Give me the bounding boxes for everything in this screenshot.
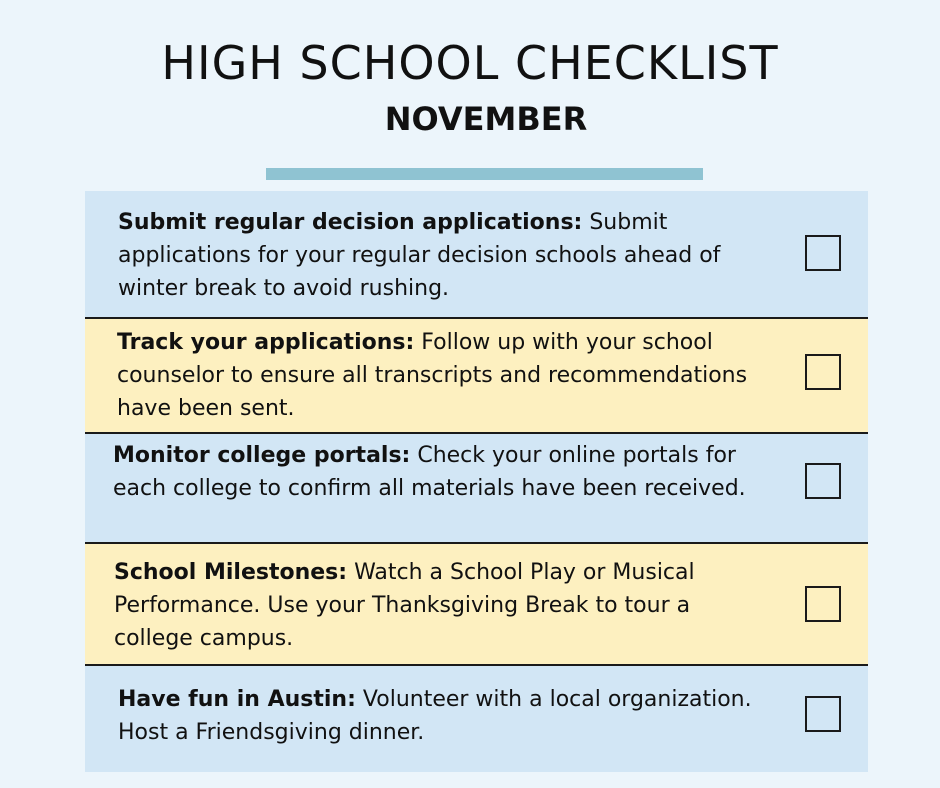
checkbox-track-applications[interactable] (805, 354, 841, 390)
checklist-item-description: Follow up with your school counselor to ensure all transcripts and recommendations have been sent. (117, 330, 748, 421)
checklist-item-school-milestones (85, 544, 868, 666)
checkbox-submit-applications[interactable] (805, 235, 841, 271)
checklist-item-monitor-portals (85, 434, 868, 544)
checklist-item-text (117, 326, 777, 425)
checklist (85, 191, 868, 772)
checkbox-school-milestones[interactable] (805, 586, 841, 622)
page-title: HIGH SCHOOL CHECKLIST (161, 36, 779, 90)
checklist-item-text (118, 683, 798, 749)
checklist-item-text (113, 439, 773, 505)
checkbox-monitor-portals[interactable] (805, 463, 841, 499)
checklist-item-description: Watch a School Play or Musical Performance. Use your Thanksgiving Break to tour a college campus. (114, 560, 695, 651)
title-divider (266, 168, 703, 180)
checklist-item-title: Track your applications: (117, 330, 415, 355)
checklist-item-submit-applications (85, 191, 868, 319)
page-subtitle: NOVEMBER (384, 100, 588, 138)
checkbox-have-fun[interactable] (805, 696, 841, 732)
checklist-item-title: Submit regular decision applications: (118, 210, 583, 235)
checklist-item-title: School Milestones: (114, 560, 348, 585)
checklist-item-track-applications (85, 319, 868, 434)
checklist-item-text (118, 206, 778, 305)
checklist-item-description: Submit applications for your regular decision schools ahead of winter break to avoid rushing. (118, 210, 721, 301)
checklist-item-description: Volunteer with a local organization. Host a Friendsgiving dinner. (118, 687, 752, 745)
checklist-item-have-fun (85, 666, 868, 772)
checklist-item-text (114, 556, 774, 655)
checklist-item-title: Monitor college portals: (113, 443, 411, 468)
checklist-item-title: Have fun in Austin: (118, 687, 356, 712)
checklist-item-description: Check your online portals for each college to confirm all materials have been received. (113, 443, 746, 501)
